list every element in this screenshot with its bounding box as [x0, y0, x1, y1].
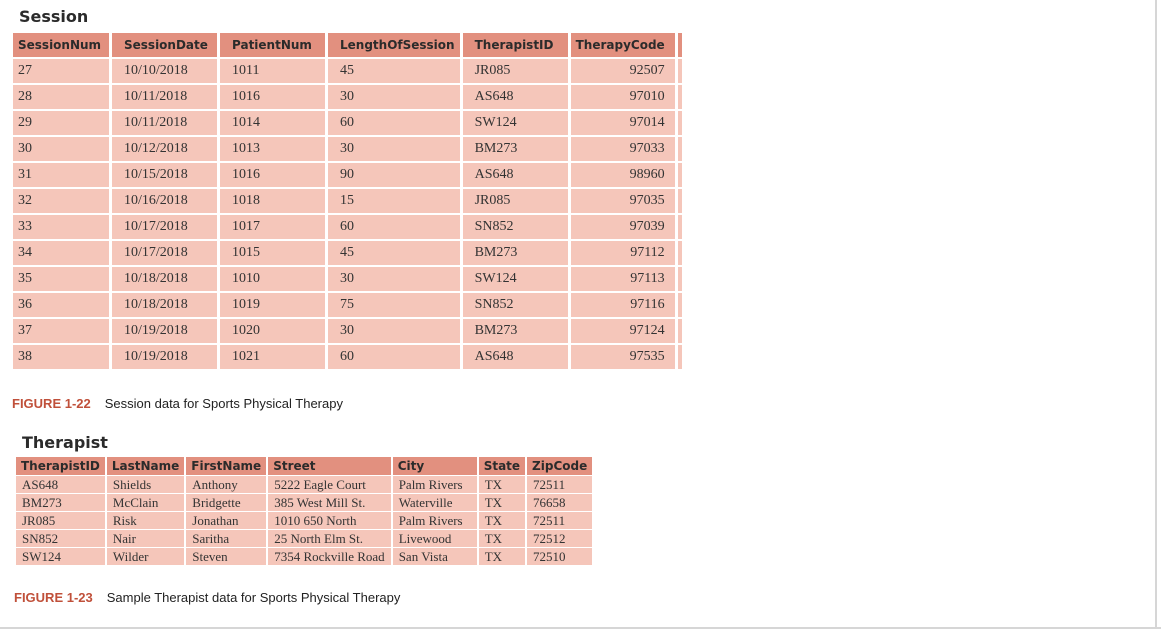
table-row [13, 241, 682, 265]
table-row [16, 530, 592, 547]
table-cell: Saritha [186, 530, 266, 547]
table-cell: 75 [328, 293, 460, 317]
session-table [10, 31, 685, 371]
table-cell: San Vista [393, 548, 477, 565]
table-cell: TX [479, 530, 525, 547]
table-cell: SN852 [463, 215, 568, 239]
table-cell: 30 [328, 319, 460, 343]
table-cell: 7354 Rockville Road [268, 548, 391, 565]
table-cell: 30 [13, 137, 109, 161]
column-header: SessionNum [13, 33, 109, 57]
table-cell-edge [678, 163, 682, 187]
table-cell: 45 [328, 59, 460, 83]
table-cell: 72512 [527, 530, 592, 547]
page-edge-right [1155, 0, 1157, 629]
table-cell-edge [678, 241, 682, 265]
table-cell: 60 [328, 111, 460, 135]
table-row [13, 319, 682, 343]
table-cell: 30 [328, 85, 460, 109]
table-cell: 36 [13, 293, 109, 317]
table-cell: 31 [13, 163, 109, 187]
table-cell: TX [479, 512, 525, 529]
table-cell: 29 [13, 111, 109, 135]
table-cell: TX [479, 476, 525, 493]
table-cell: 1010 650 North [268, 512, 391, 529]
table-row [16, 476, 592, 493]
table-cell: 28 [13, 85, 109, 109]
table-row [13, 267, 682, 291]
column-header: SessionDate [112, 33, 217, 57]
table-cell-edge [678, 215, 682, 239]
table-cell: 10/19/2018 [112, 345, 217, 369]
table-row [13, 59, 682, 83]
table-cell-edge [678, 189, 682, 213]
table-cell: 10/18/2018 [112, 293, 217, 317]
column-header: ZipCode [527, 457, 592, 475]
table-cell: 97014 [571, 111, 675, 135]
column-header: FirstName [186, 457, 266, 475]
table-cell: Risk [107, 512, 184, 529]
table-cell: 1014 [220, 111, 325, 135]
table-cell: 1020 [220, 319, 325, 343]
figure-caption-text: Session data for Sports Physical Therapy [104, 396, 343, 411]
column-header: LengthOfSession [328, 33, 460, 57]
column-header: TherapistID [16, 457, 105, 475]
therapist-table [14, 456, 594, 566]
table-row [13, 85, 682, 109]
table-cell-edge [678, 345, 682, 369]
table-cell: BM273 [16, 494, 105, 511]
column-header: Street [268, 457, 391, 475]
table-cell: SW124 [463, 111, 568, 135]
table-cell: 1015 [220, 241, 325, 265]
table-cell: Shields [107, 476, 184, 493]
table-cell: 1016 [220, 163, 325, 187]
table-cell: 97113 [571, 267, 675, 291]
table-cell-edge [678, 319, 682, 343]
table-row [13, 137, 682, 161]
table-cell: 97010 [571, 85, 675, 109]
table-cell: SW124 [463, 267, 568, 291]
table-cell: BM273 [463, 241, 568, 265]
table-cell: 60 [328, 215, 460, 239]
figure-label: FIGURE 1-23 [14, 590, 93, 605]
table-cell: 72511 [527, 512, 592, 529]
table-cell: 10/10/2018 [112, 59, 217, 83]
table-cell: 1019 [220, 293, 325, 317]
table-cell: BM273 [463, 137, 568, 161]
table-cell: 25 North Elm St. [268, 530, 391, 547]
column-header: LastName [107, 457, 184, 475]
table-cell: Palm Rivers [393, 512, 477, 529]
table-cell-edge [678, 59, 682, 83]
table-cell: 37 [13, 319, 109, 343]
table-cell: AS648 [463, 163, 568, 187]
table-cell: Nair [107, 530, 184, 547]
table-cell: 1011 [220, 59, 325, 83]
table-row [16, 494, 592, 511]
table-cell: BM273 [463, 319, 568, 343]
table-cell: 10/17/2018 [112, 241, 217, 265]
table-cell: 1010 [220, 267, 325, 291]
table-cell-edge [678, 267, 682, 291]
table-cell: Waterville [393, 494, 477, 511]
figure-caption-text: Sample Therapist data for Sports Physical Therapy [106, 590, 401, 605]
figure-caption-1-22 [12, 396, 343, 411]
therapist-header-row [16, 457, 592, 475]
table-cell: JR085 [463, 189, 568, 213]
table-cell-edge [678, 111, 682, 135]
table-cell: 34 [13, 241, 109, 265]
table-cell: 10/16/2018 [112, 189, 217, 213]
table-cell: 97039 [571, 215, 675, 239]
table-cell: Jonathan [186, 512, 266, 529]
therapist-table-title: Therapist [22, 433, 108, 452]
table-cell: Anthony [186, 476, 266, 493]
table-cell: Bridgette [186, 494, 266, 511]
table-cell: 10/11/2018 [112, 111, 217, 135]
therapist-table-body [16, 476, 592, 565]
table-cell: 97116 [571, 293, 675, 317]
table-cell: 15 [328, 189, 460, 213]
table-cell: 10/19/2018 [112, 319, 217, 343]
table-cell: 30 [328, 137, 460, 161]
figure-label: FIGURE 1-22 [12, 396, 91, 411]
table-row [16, 512, 592, 529]
column-header: State [479, 457, 525, 475]
table-cell: McClain [107, 494, 184, 511]
table-cell: 1017 [220, 215, 325, 239]
table-cell: 76658 [527, 494, 592, 511]
table-cell: 10/15/2018 [112, 163, 217, 187]
table-cell: 97112 [571, 241, 675, 265]
column-header-edge [678, 33, 682, 57]
table-cell: SW124 [16, 548, 105, 565]
table-row [13, 345, 682, 369]
table-cell: 35 [13, 267, 109, 291]
session-header-row [13, 33, 682, 57]
table-cell: 72511 [527, 476, 592, 493]
session-table-body [13, 59, 682, 369]
table-cell: 5222 Eagle Court [268, 476, 391, 493]
table-cell: 97124 [571, 319, 675, 343]
table-cell: 10/12/2018 [112, 137, 217, 161]
table-cell: 97535 [571, 345, 675, 369]
table-cell: AS648 [463, 345, 568, 369]
table-row [13, 215, 682, 239]
table-cell: Wilder [107, 548, 184, 565]
column-header: City [393, 457, 477, 475]
table-cell-edge [678, 85, 682, 109]
table-cell-edge [678, 137, 682, 161]
column-header: TherapyCode [571, 33, 675, 57]
table-cell: 1018 [220, 189, 325, 213]
table-cell: 27 [13, 59, 109, 83]
table-row [13, 293, 682, 317]
figure-caption-1-23 [14, 590, 400, 605]
table-row [13, 111, 682, 135]
table-cell: 92507 [571, 59, 675, 83]
table-cell: 30 [328, 267, 460, 291]
table-row [16, 548, 592, 565]
table-cell: 10/17/2018 [112, 215, 217, 239]
table-cell: 90 [328, 163, 460, 187]
table-cell: Steven [186, 548, 266, 565]
table-cell: Livewood [393, 530, 477, 547]
table-cell: SN852 [463, 293, 568, 317]
table-cell: 1013 [220, 137, 325, 161]
table-cell: 97033 [571, 137, 675, 161]
table-cell: 32 [13, 189, 109, 213]
table-cell: 10/18/2018 [112, 267, 217, 291]
table-cell: AS648 [463, 85, 568, 109]
table-cell: 385 West Mill St. [268, 494, 391, 511]
table-cell: 45 [328, 241, 460, 265]
table-cell: 97035 [571, 189, 675, 213]
table-cell: 60 [328, 345, 460, 369]
table-cell: JR085 [16, 512, 105, 529]
table-row [13, 163, 682, 187]
session-table-title: Session [19, 7, 89, 26]
table-cell: 98960 [571, 163, 675, 187]
column-header: TherapistID [463, 33, 568, 57]
table-cell: 1016 [220, 85, 325, 109]
table-cell: TX [479, 494, 525, 511]
table-cell: 33 [13, 215, 109, 239]
column-header: PatientNum [220, 33, 325, 57]
table-row [13, 189, 682, 213]
table-cell: 72510 [527, 548, 592, 565]
table-cell: JR085 [463, 59, 568, 83]
table-cell: 38 [13, 345, 109, 369]
table-cell: TX [479, 548, 525, 565]
table-cell: 1021 [220, 345, 325, 369]
table-cell: Palm Rivers [393, 476, 477, 493]
table-cell: 10/11/2018 [112, 85, 217, 109]
table-cell-edge [678, 293, 682, 317]
table-cell: SN852 [16, 530, 105, 547]
table-cell: AS648 [16, 476, 105, 493]
